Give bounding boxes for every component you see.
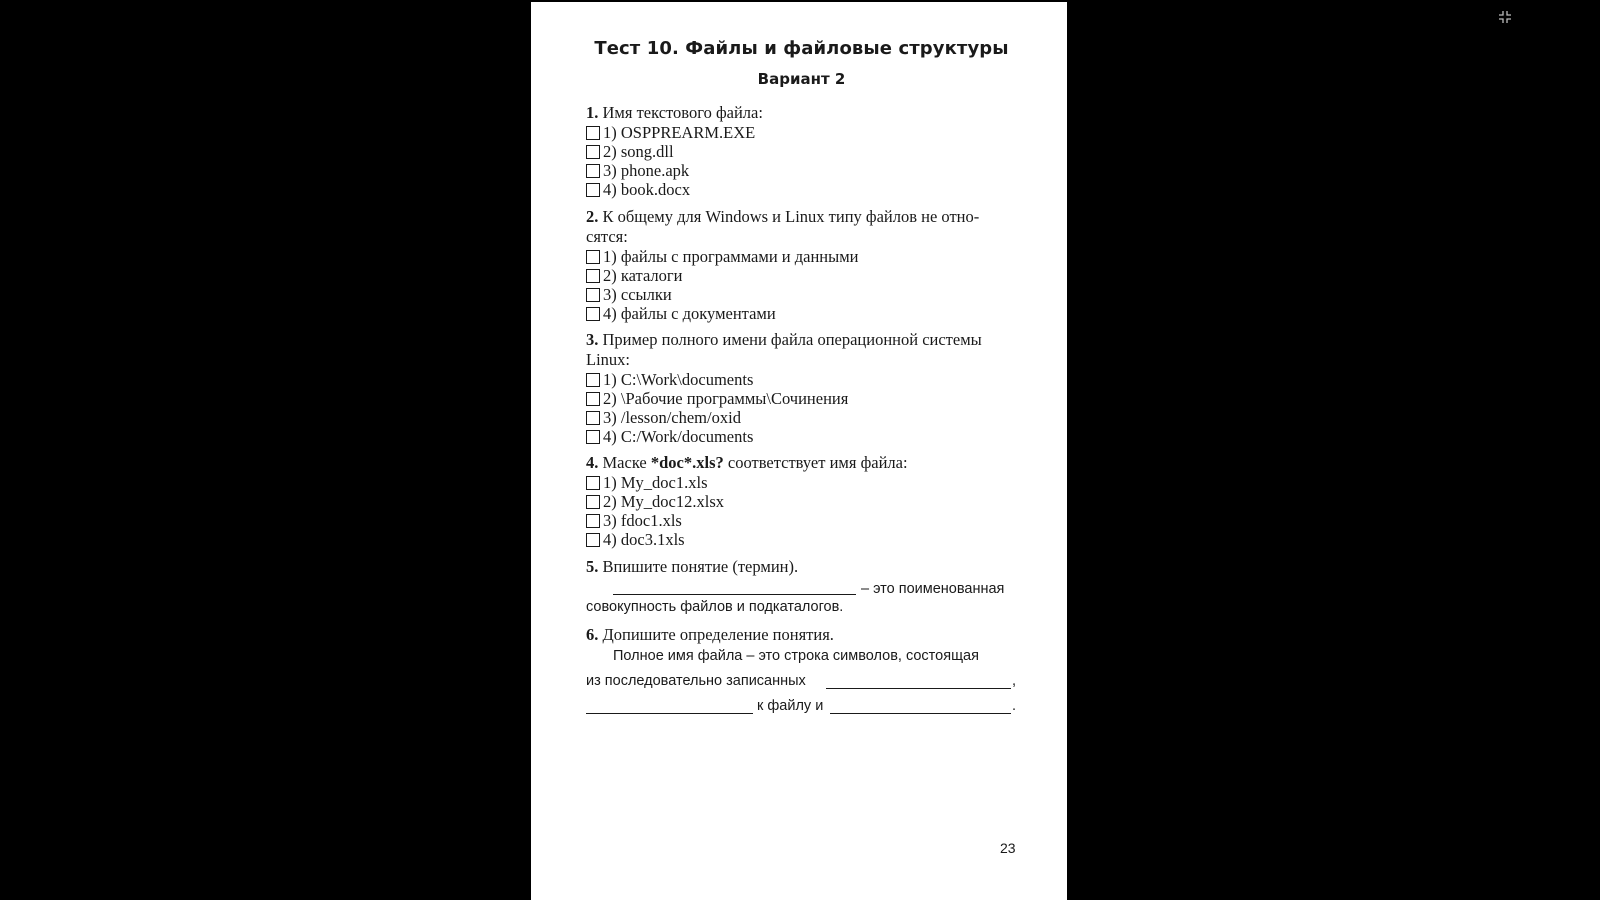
checkbox[interactable] <box>586 307 600 321</box>
question-text-cont: сятся: <box>586 226 628 246</box>
option-row[interactable] <box>586 511 682 530</box>
file-mask: *doc*.xls? <box>650 453 724 472</box>
question-text: К общему для Windows и Linux типу файлов не отно- <box>602 207 980 226</box>
option-label: 4) doc3.1xls <box>603 530 685 549</box>
option-row[interactable] <box>586 304 776 323</box>
option-row[interactable] <box>586 123 755 142</box>
question-text-cont: Linux: <box>586 349 630 369</box>
option-label: 2) \Рабочие программы\Сочинения <box>603 389 849 408</box>
checkbox[interactable] <box>586 145 600 159</box>
option-row[interactable] <box>586 370 753 389</box>
answer-blank[interactable] <box>826 688 1011 689</box>
option-label: 4) файлы с документами <box>603 304 776 323</box>
question-number: 6. <box>586 625 599 644</box>
option-label: 1) файлы с программами и данными <box>603 247 859 266</box>
page-title: Тест 10. Файлы и файловые структуры <box>594 38 1009 59</box>
checkbox[interactable] <box>586 126 600 140</box>
question-1 <box>586 103 1017 123</box>
question-number: 5. <box>586 557 599 576</box>
question-text-cont: соответствует имя файла: <box>727 453 908 472</box>
option-label: 1) OSPPREARM.EXE <box>603 123 756 142</box>
checkbox[interactable] <box>586 164 600 178</box>
option-row[interactable] <box>586 247 858 266</box>
checkbox[interactable] <box>586 269 600 283</box>
option-label: 2) My_doc12.xlsx <box>603 492 724 511</box>
option-label: 4) book.docx <box>603 180 691 199</box>
option-row[interactable] <box>586 408 741 427</box>
definition-text: Полное имя файла – это строка символов, состоящая <box>613 648 979 664</box>
option-row[interactable] <box>586 285 672 304</box>
option-label: 3) ссылки <box>603 285 672 304</box>
checkbox[interactable] <box>586 476 600 490</box>
fill-text: совокупность файлов и подкаталогов. <box>586 599 844 615</box>
question-text: Допишите определение понятия. <box>602 625 834 644</box>
option-label: 2) song.dll <box>603 142 674 161</box>
question-text: Пример полного имени файла операционной системы <box>602 330 982 349</box>
definition-text: из последовательно записанных <box>586 673 806 689</box>
option-row[interactable] <box>586 530 685 549</box>
option-row[interactable] <box>586 180 690 199</box>
checkbox[interactable] <box>586 430 600 444</box>
question-6 <box>586 625 1017 645</box>
punctuation: . <box>1012 698 1017 714</box>
question-3 <box>586 330 1017 369</box>
definition-text: к файлу и <box>757 698 824 714</box>
document-page <box>531 2 1067 900</box>
question-number: 1. <box>586 103 599 122</box>
checkbox[interactable] <box>586 288 600 302</box>
option-label: 3) phone.apk <box>603 161 690 180</box>
option-label: 2) каталоги <box>603 266 683 285</box>
option-row[interactable] <box>586 161 689 180</box>
option-label: 4) C:/Work/documents <box>603 427 754 446</box>
exit-fullscreen-icon[interactable] <box>1498 10 1512 24</box>
option-label: 1) C:\Work\documents <box>603 370 754 389</box>
checkbox[interactable] <box>586 411 600 425</box>
question-2 <box>586 207 1017 246</box>
checkbox[interactable] <box>586 495 600 509</box>
question-number: 4. <box>586 453 599 472</box>
checkbox[interactable] <box>586 533 600 547</box>
answer-blank[interactable] <box>586 713 753 714</box>
option-row[interactable] <box>586 492 724 511</box>
checkbox[interactable] <box>586 514 600 528</box>
question-4 <box>586 453 1017 473</box>
question-number: 3. <box>586 330 599 349</box>
question-text: Имя текстового файла: <box>602 103 763 122</box>
checkbox[interactable] <box>586 392 600 406</box>
question-5 <box>586 557 1017 577</box>
question-number: 2. <box>586 207 599 226</box>
option-row[interactable] <box>586 142 674 161</box>
fill-text: – это поименованная <box>861 581 1005 597</box>
option-row[interactable] <box>586 427 753 446</box>
answer-blank[interactable] <box>613 594 856 595</box>
question-text: Впишите понятие (термин). <box>602 557 799 576</box>
question-text: Маске <box>602 453 647 472</box>
option-row[interactable] <box>586 389 848 408</box>
option-row[interactable] <box>586 266 683 285</box>
checkbox[interactable] <box>586 373 600 387</box>
option-label: 3) /lesson/chem/oxid <box>603 408 741 427</box>
page-number: 23 <box>1000 840 1016 856</box>
option-label: 1) My_doc1.xls <box>603 473 708 492</box>
answer-blank[interactable] <box>830 713 1011 714</box>
option-label: 3) fdoc1.xls <box>603 511 682 530</box>
checkbox[interactable] <box>586 183 600 197</box>
page-subtitle: Вариант 2 <box>757 70 846 88</box>
punctuation: , <box>1012 673 1017 689</box>
option-row[interactable] <box>586 473 708 492</box>
checkbox[interactable] <box>586 250 600 264</box>
